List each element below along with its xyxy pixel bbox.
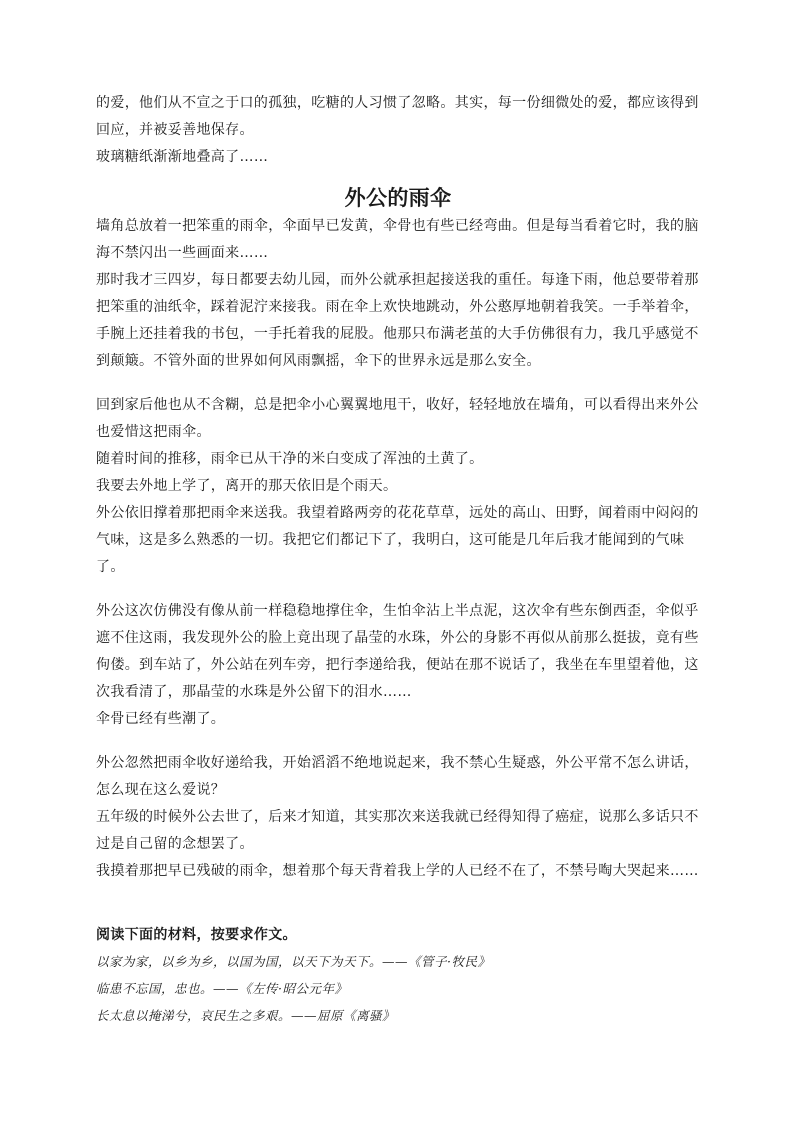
paragraph: 墙角总放着一把笨重的雨伞，伞面早已发黄，伞骨也有些已经弯曲。但是每当看着它时，我的脑海不禁闪出一些画面来…… [96,218,699,261]
paragraph-gap [96,581,700,598]
quote: 以家为家，以乡为乡，以国为国，以天下为天下。——《管子·牧民》 [96,954,491,969]
paragraph: 伞骨已经有些潮了。 [96,711,226,727]
paragraph: 随着时间的推移，雨伞已从干净的米白变成了浑浊的土黄了。 [96,451,484,467]
quote: 长太息以掩涕兮，哀民生之多艰。——屈原《离骚》 [96,1008,396,1023]
paragraph-gap [96,375,700,392]
writing-prompt-heading: 阅读下面的材料，按要求作文。 [96,927,297,943]
paragraph: 我摸着那把早已残破的雨伞，想着那个每天背着我上学的人已经不在了，不禁号啕大哭起来…… [96,863,699,879]
paragraph: 我要去外地上学了，离开的那天依旧是个雨天。 [96,478,398,494]
quote: 临患不忘国，忠也。——《左传·昭公元年》 [96,981,348,996]
essay-title: 外公的雨伞 [344,186,452,210]
paragraph: 那时我才三四岁，每日都要去幼儿园，而外公就承担起接送我的重任。每逢下雨，他总要带着那把笨重的油纸伞，踩着泥泞来接我。雨在伞上欢快地跳动，外公憨厚地朝着我笑。一手举着伞，手腕上还挂着我的书包，一手托着我的屁股。他那只布满老茧的大手仿佛很有力，我几乎感觉不到颠簸。不管外面的世界如何风雨飘摇，伞下的世界永远是那么安全。 [96,272,699,369]
paragraph: 外公这次仿佛没有像从前一样稳稳地撑住伞，生怕伞沾上半点泥，这次伞有些东倒西歪，伞似乎遮不住这雨，我发现外公的脸上竟出现了晶莹的水珠，外公的身影不再似从前那么挺拔，竟有些佝偻。到车站了，外公站在列车旁，把行李递给我，便站在那不说话了，我坐在车里望着他，这次我看清了，那晶莹的水珠是外公留下的泪水…… [96,603,699,700]
paragraph: 外公依旧撑着那把雨伞来送我。我望着路两旁的花花草草，远处的高山、田野，闻着雨中闷闷的气味，这是多么熟悉的一切。我把它们都记下了，我明白，这可能是几年后我才能闻到的气味了。 [96,505,699,575]
quote-list [96,948,700,1029]
paragraph: 五年级的时候外公去世了，后来才知道，其实那次来送我就已经得知得了癌症，说那么多话只不过是自己留的念想罢了。 [96,809,699,852]
paragraph-gap [96,733,700,750]
paragraph: 回到家后他也从不含糊，总是把伞小心翼翼地甩干，收好，轻轻地放在墙角，可以看得出来外公也爱惜这把雨伞。 [96,397,699,440]
paragraph: 玻璃糖纸渐渐地叠高了…… [96,149,269,165]
essay-text-column [96,90,700,885]
continued-paragraph: 的爱，他们从不宣之于口的孤独，吃糖的人习惯了忽略。其实，每一份细微处的爱，都应该得到回应，并被妥善地保存。 [96,95,699,138]
paragraph: 外公忽然把雨伞收好递给我，开始滔滔不绝地说起来，我不禁心生疑惑，外公平常不怎么讲话，怎么现在这么爱说？ [96,755,699,798]
